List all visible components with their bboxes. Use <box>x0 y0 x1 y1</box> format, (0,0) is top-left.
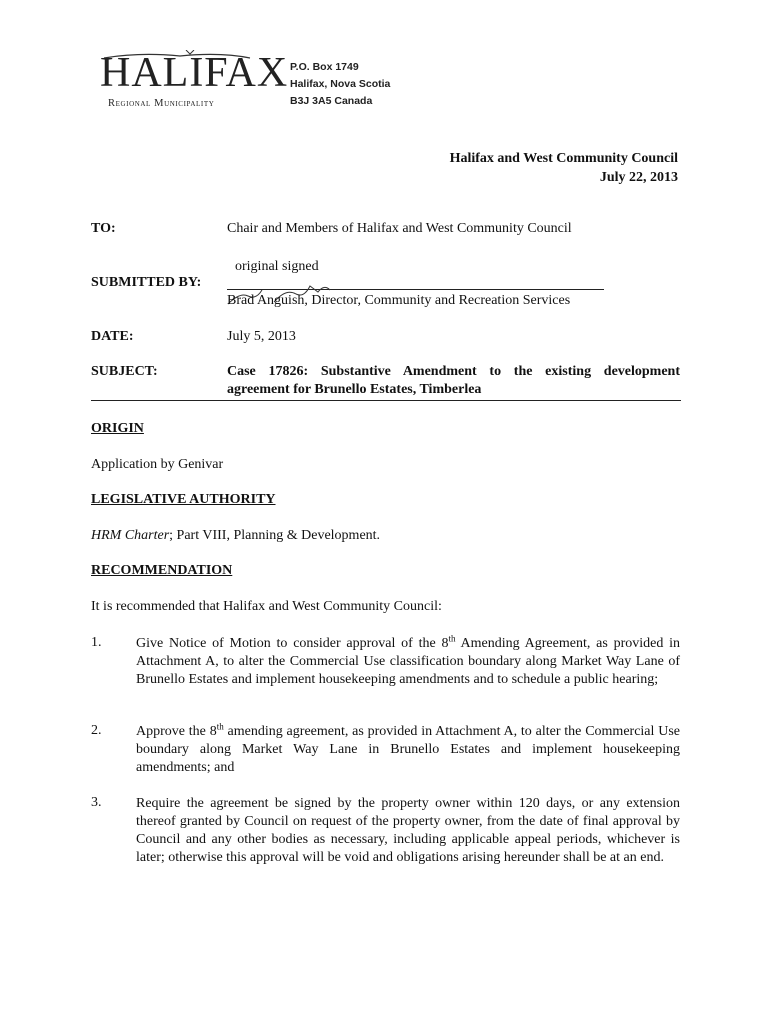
origin-heading: ORIGIN <box>91 421 144 436</box>
item-superscript: th <box>216 721 224 732</box>
item-text: Require the agreement be signed by the property owner within 120 days, or any extension thereof granted by Council on request of the property owner, from the date of final approval by Council and any other bodies as necessary, including applicable appeal periods, whichever is later; otherwise this approval will be void and obligations arising hereunder shall be at an end. <box>136 796 680 865</box>
item-number: 2. <box>91 723 102 738</box>
address-line: Halifax, Nova Scotia <box>290 78 391 90</box>
meeting-date: July 22, 2013 <box>599 170 678 185</box>
item-superscript: th <box>448 633 456 644</box>
recommendation-heading: RECOMMENDATION <box>91 563 233 578</box>
item-text: amending agreement, as provided in Attachment A, to alter the Commercial Use boundary along Market Way Lane in Brunello Estates and implement housekeeping amendments; and <box>136 724 680 775</box>
logo-wordmark: HALIFAX <box>100 50 289 96</box>
to-value: Chair and Members of Halifax and West Community Council <box>227 221 572 236</box>
recommendation-intro: It is recommended that Halifax and West Community Council: <box>91 599 442 614</box>
item-text: Amending Agreement, as provided in Attachment A, to alter the Commercial Use classification boundary along Market Way Lane of Brunello Estates and implement housekeeping amendments and to schedule a public hearing; <box>136 636 681 687</box>
date-value: July 5, 2013 <box>227 329 296 344</box>
subject-label: SUBJECT: <box>91 364 158 379</box>
legislative-heading: LEGISLATIVE AUTHORITY <box>91 492 276 507</box>
submitted-by-label: SUBMITTED BY: <box>91 275 202 290</box>
subject-value: Case 17826: Substantive Amendment to the existing development agreement for Brunello Estates, Timberlea <box>227 364 680 397</box>
legislative-text <box>91 528 380 544</box>
recommendation-item <box>136 795 680 867</box>
charter-detail: ; Part VIII, Planning & Development. <box>169 528 381 543</box>
mailing-address <box>290 59 390 110</box>
to-label: TO: <box>91 221 116 236</box>
item-text: Give Notice of Motion to consider approval of the 8 <box>136 636 449 651</box>
signature-note: original signed <box>235 259 319 274</box>
address-line: B3J 3A5 Canada <box>290 95 373 107</box>
recommendation-item <box>136 723 680 777</box>
charter-title: HRM Charter <box>91 528 170 543</box>
divider <box>91 400 681 401</box>
council-header <box>450 149 678 187</box>
date-label: DATE: <box>91 329 134 344</box>
item-number: 3. <box>91 795 102 810</box>
submitted-by-value: Brad Anguish, Director, Community and Recreation Services <box>227 293 571 308</box>
recommendation-item <box>136 635 680 689</box>
logo-subtitle: Regional Municipality <box>108 98 215 109</box>
origin-text: Application by Genivar <box>91 457 224 472</box>
address-line: P.O. Box 1749 <box>290 61 359 73</box>
municipality-logo <box>100 50 289 110</box>
item-number: 1. <box>91 635 102 650</box>
council-name: Halifax and West Community Council <box>449 151 678 166</box>
item-text: Approve the 8 <box>136 724 217 739</box>
